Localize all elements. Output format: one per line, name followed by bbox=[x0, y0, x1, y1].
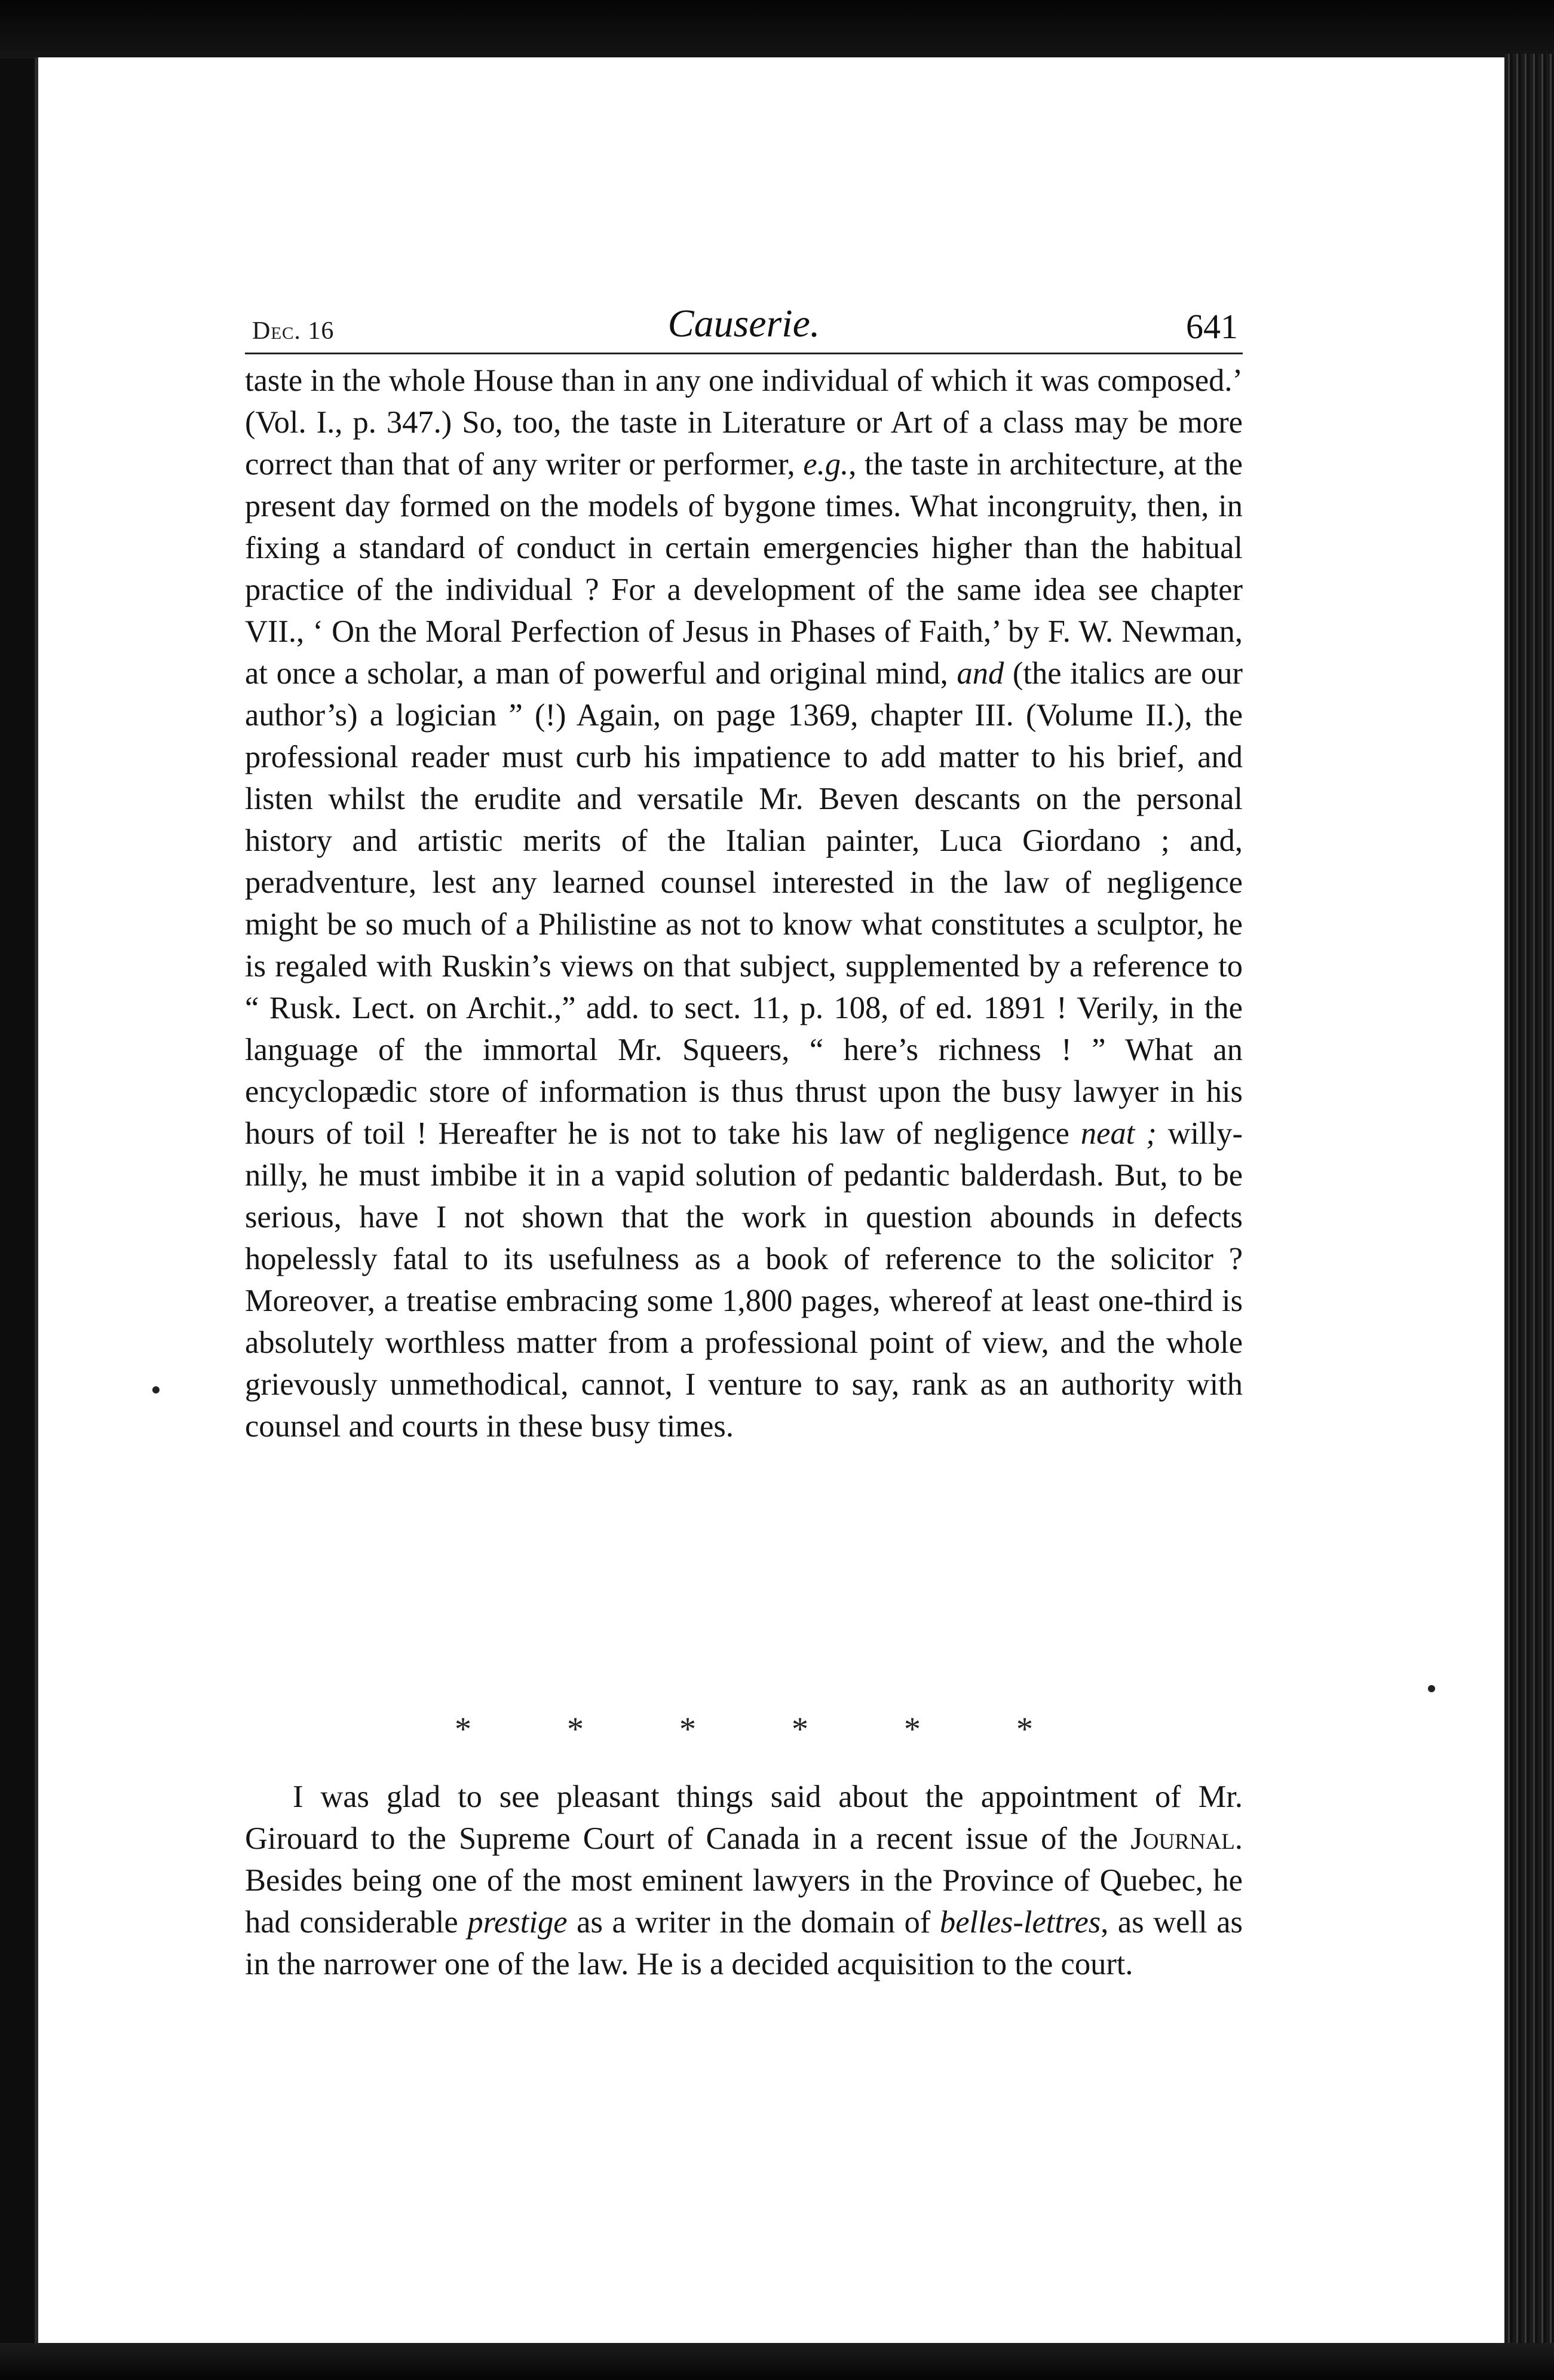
asterisk: * bbox=[679, 1711, 696, 1748]
italic-prestige: prestige bbox=[467, 1905, 568, 1940]
italic-neat: neat ; bbox=[1080, 1116, 1157, 1151]
section-separator bbox=[245, 1710, 1243, 1746]
asterisk: * bbox=[904, 1711, 921, 1748]
running-header bbox=[245, 293, 1243, 354]
scan-speck bbox=[1428, 1685, 1435, 1692]
italic-eg: e.g. bbox=[803, 447, 849, 482]
main-paragraph bbox=[245, 360, 1243, 1447]
scan-top-border bbox=[0, 0, 1554, 59]
page-number: 641 bbox=[1186, 307, 1238, 346]
italic-and: and bbox=[957, 656, 1004, 691]
paragraph-1: taste in the whole House than in any one individual of which it was composed.’ (Vol. I., p. 347.) So, too, the taste in Literature or Art of a class may be more correct than that of any writer or performer, e.g., the taste in architecture, at the present day formed on the models of bygone times. What incongruity, then, in fixing a standard of conduct in certain emergencies higher than the habitual practice of the individual ? For a development of the same idea see chapter VII., ‘ On the Moral Perfection of Jesus in Phases of Faith,’ by F. W. Newman, at once a scholar, a man of powerful and original mind, and (the italics are our author’s) a logician ” (!) Again, on page 1369, chapter III. (Volume II.), the professional reader must curb his impatience to add matter to his brief, and listen whilst the erudite and versatile Mr. Beven descants on the personal history and artistic merits of the Italian painter, Luca Giordano ; and, peradventure, lest any learned counsel interested in the law of negligence might be so much of a Philistine as not to know what constitutes a sculptor, he is regaled with Ruskin’s views on that subject, supplemented by a reference to “ Rusk. Lect. on Archit.,” add. to sect. 11, p. 108, of ed. 1891 ! Verily, in the language of the immortal Mr. Squeers, “ here’s richness ! ” What an encyclopædic store of information is thus thrust upon the busy lawyer in his hours of toil ! Hereafter he is not to take his law of negligence neat ; willy-nilly, he must imbibe it in a vapid solution of pedantic balderdash. But, to be serious, have I not shown that the work in question abounds in defects hopelessly fatal to its usefulness as a book of reference to the solicitor ? Moreover, a treatise embracing some 1,800 pages, whereof at least one-third is absolutely worthless matter from a professional point of view, and the whole grievously unmethodical, cannot, I venture to say, rank as an authority with counsel and courts in these busy times. bbox=[245, 363, 1243, 1444]
italic-belles-lettres: belles-lettres bbox=[939, 1905, 1101, 1940]
second-paragraph bbox=[245, 1776, 1243, 1985]
scan-bottom-border bbox=[0, 2343, 1554, 2380]
asterisk: * bbox=[455, 1711, 471, 1748]
page-edges-right bbox=[1504, 54, 1554, 2380]
asterisk: * bbox=[792, 1711, 808, 1748]
scan-speck bbox=[152, 1386, 160, 1393]
header-date: Dec. 16 bbox=[252, 317, 335, 345]
paragraph-2: I was glad to see pleasant things said about the appointment of Mr. Girouard to the Supreme Court of Canada in a recent issue of the Journal. Besides being one of the most eminent lawyers in the Province of Quebec, he had considerable prestige as a writer in the domain of belles-lettres, as well as in the narrower one of the law. He is a decided acquisition to the court. bbox=[245, 1779, 1243, 1981]
journal-smallcaps: Journal bbox=[1130, 1821, 1235, 1856]
asterisk: * bbox=[1016, 1711, 1033, 1748]
header-title: Causerie. bbox=[667, 302, 820, 345]
asterisk: * bbox=[567, 1711, 584, 1748]
